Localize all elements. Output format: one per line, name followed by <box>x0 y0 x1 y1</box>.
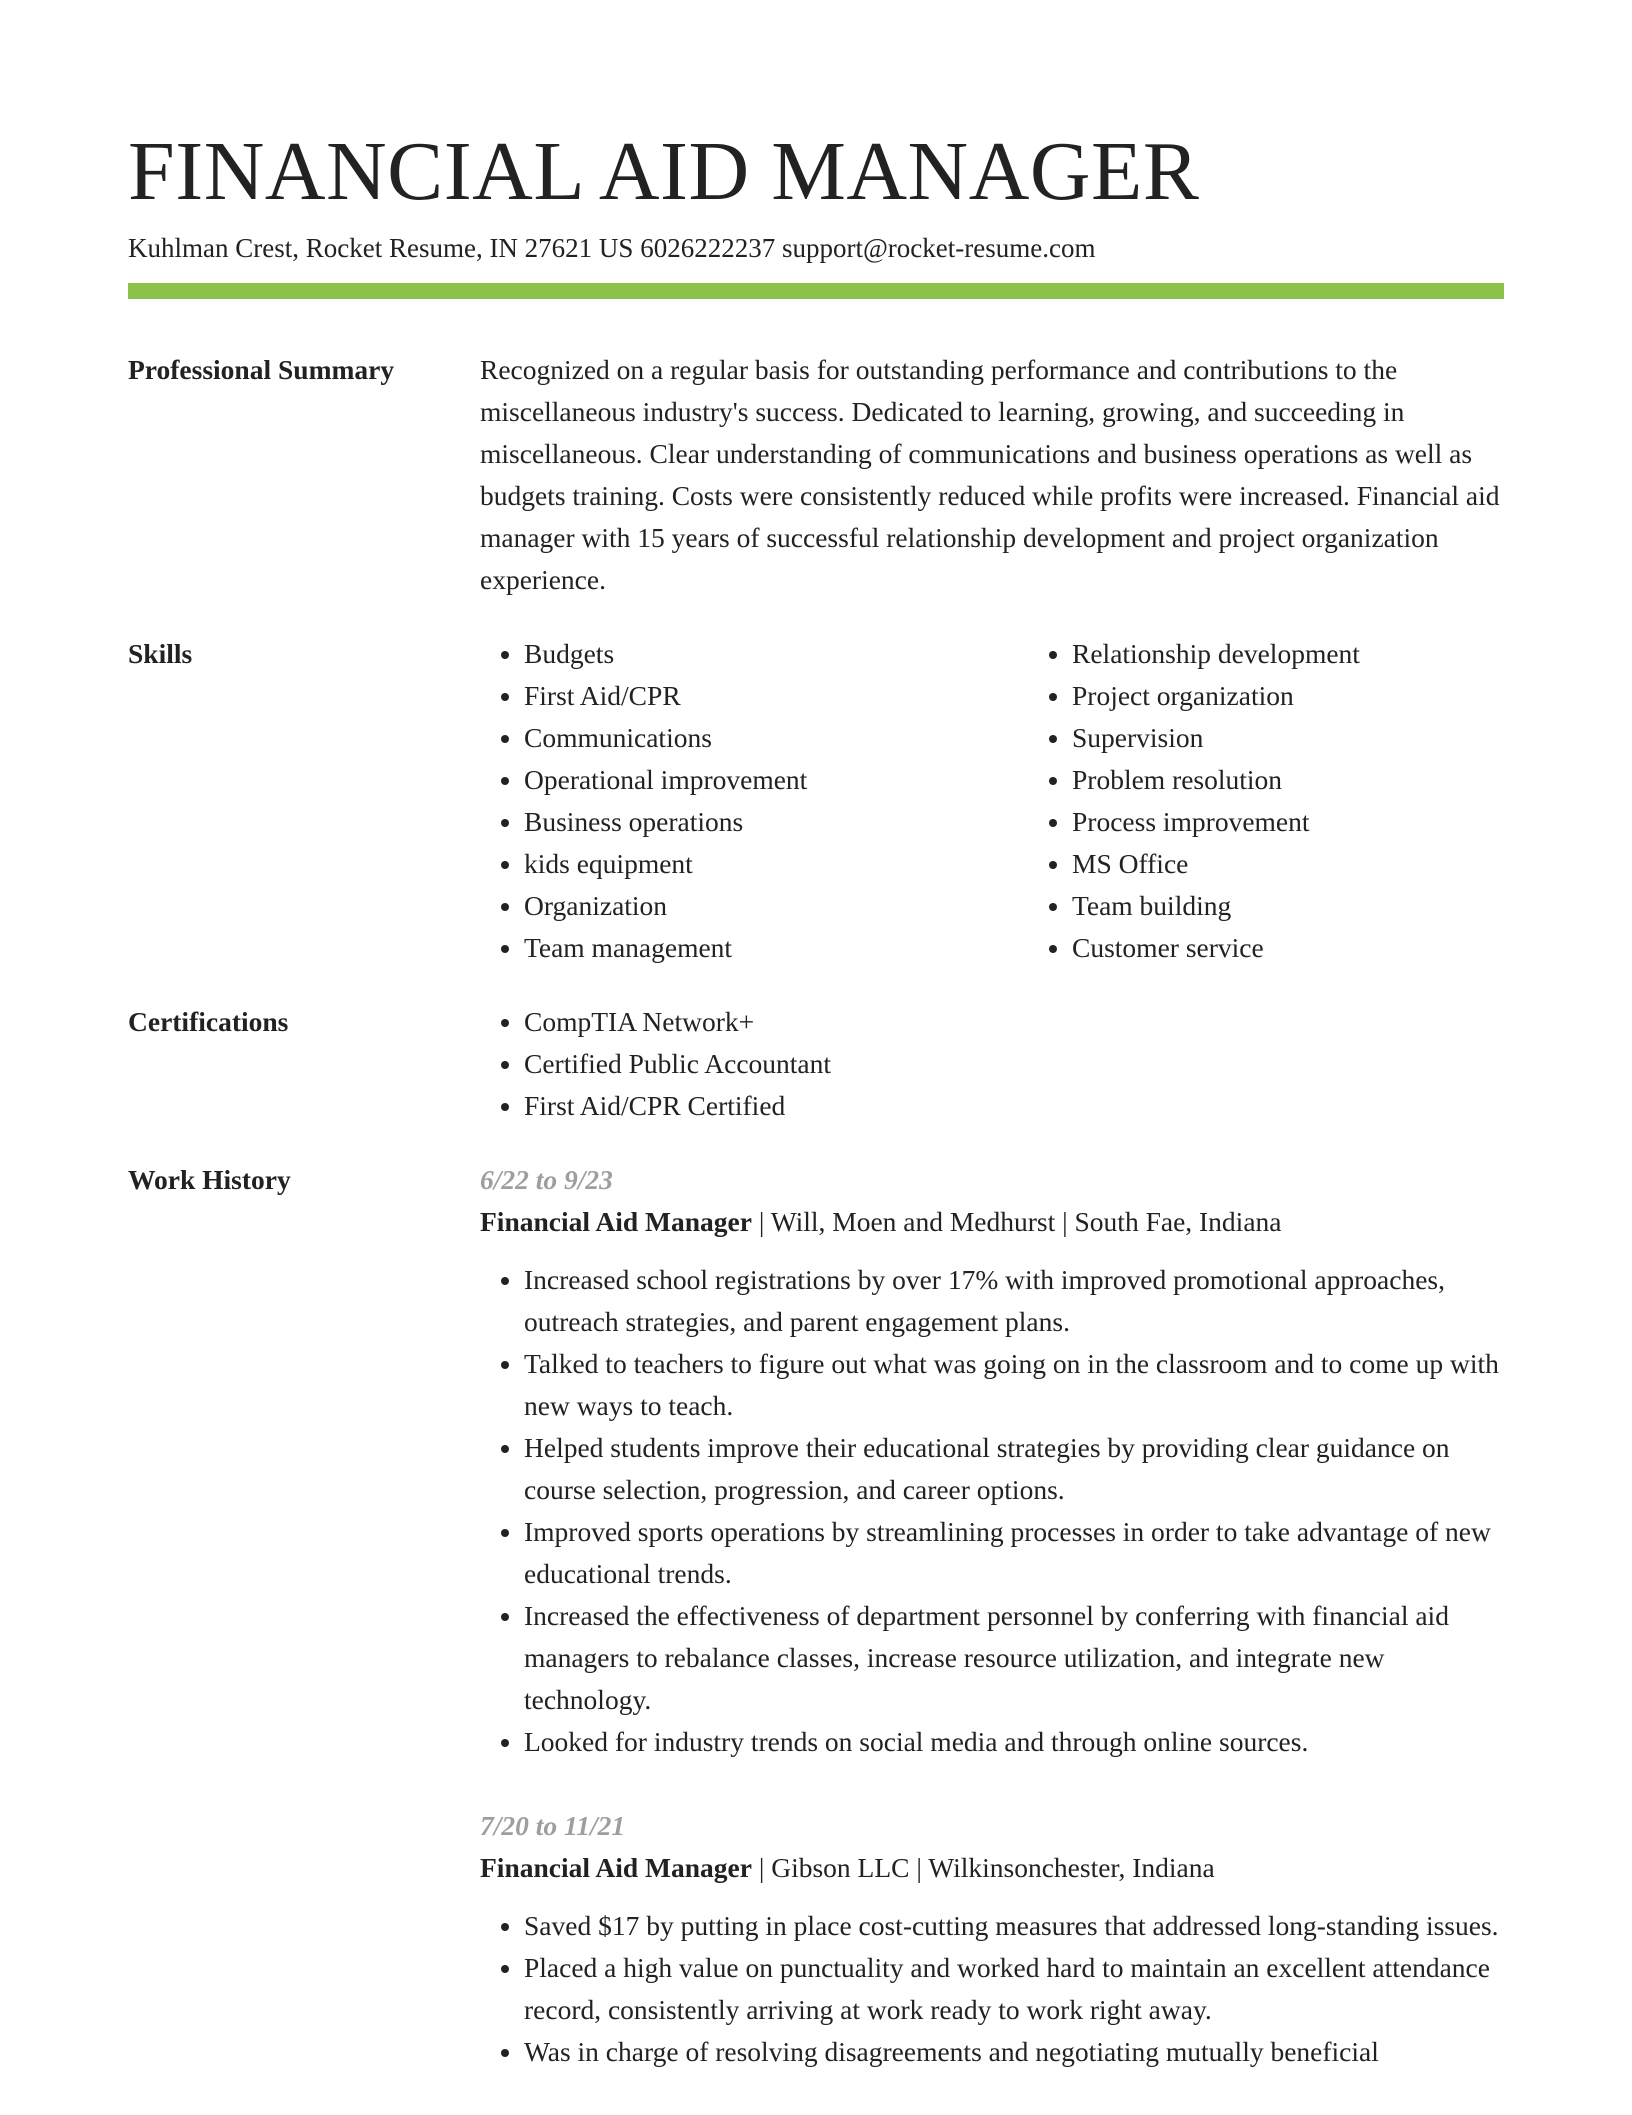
certifications-list <box>480 1001 1504 1127</box>
skill-item: • Problem resolution <box>1072 759 1576 801</box>
job-details: | Gibson LLC | Wilkinsonchester, Indiana <box>751 1852 1215 1883</box>
skill-item: • Team building <box>1072 885 1576 927</box>
skill-item: • Customer service <box>1072 927 1576 969</box>
skill-item: • Relationship development <box>1072 633 1576 675</box>
skill-item: • Project organization <box>1072 675 1576 717</box>
job-bullet: • Saved $17 by putting in place cost-cutting measures that addressed long-standing issues. <box>524 1905 1504 1947</box>
resume-page <box>128 124 1504 2115</box>
job-dates: 7/20 to 11/21 <box>480 1810 626 1841</box>
job-bullet: • Helped students improve their educational strategies by providing clear guidance on course selection, progression, and career options. <box>524 1427 1504 1511</box>
header-divider <box>128 283 1504 299</box>
job-bullet: • Increased school registrations by over 17% with improved promotional approaches, outreach strategies, and parent engagement plans. <box>524 1259 1504 1343</box>
certification-item: • First Aid/CPR Certified <box>524 1085 1504 1127</box>
job-bullet: • Looked for industry trends on social media and through online sources. <box>524 1721 1504 1763</box>
skill-item: • Organization <box>524 885 1028 927</box>
job-title-line <box>480 1847 1504 1889</box>
job-bullet: • Placed a high value on punctuality and worked hard to maintain an excellent attendance record, consistently arriving at work ready to work right away. <box>524 1947 1504 2031</box>
job-title-line <box>480 1201 1504 1243</box>
skill-item: • Process improvement <box>1072 801 1576 843</box>
section-label-work-history: Work History <box>128 1164 291 1195</box>
skill-item: • Business operations <box>524 801 1028 843</box>
job-title: Financial Aid Manager <box>480 1852 752 1883</box>
work-history-body <box>480 1159 1504 2115</box>
skill-item: • Supervision <box>1072 717 1576 759</box>
job-dates: 6/22 to 9/23 <box>480 1164 613 1195</box>
job-entry <box>480 1805 1504 2073</box>
certifications-body <box>480 1001 1504 1127</box>
skill-item: • kids equipment <box>524 843 1028 885</box>
section-label-certifications: Certifications <box>128 1006 289 1037</box>
contact-line: Kuhlman Crest, Rocket Resume, IN 27621 US 6026222237 support@rocket-resume.com <box>128 233 1096 263</box>
certification-item: • Certified Public Accountant <box>524 1043 1504 1085</box>
skills-list-right <box>1028 633 1576 969</box>
job-bullet: • Improved sports operations by streamlining processes in order to take advantage of new educational trends. <box>524 1511 1504 1595</box>
section-skills <box>128 633 1504 969</box>
job-entry <box>480 1159 1504 1763</box>
skill-item: • Budgets <box>524 633 1028 675</box>
skill-item: • First Aid/CPR <box>524 675 1028 717</box>
section-professional-summary <box>128 349 1504 601</box>
job-bullet: • Was in charge of resolving disagreements and negotiating mutually beneficial <box>524 2031 1504 2073</box>
section-work-history <box>128 1159 1504 2115</box>
section-label-skills: Skills <box>128 638 193 669</box>
skill-item: • Communications <box>524 717 1028 759</box>
skill-item: • MS Office <box>1072 843 1576 885</box>
job-bullet: • Increased the effectiveness of department personnel by conferring with financial aid managers to rebalance classes, increase resource utilization, and integrate new technology. <box>524 1595 1504 1721</box>
skill-item: • Operational improvement <box>524 759 1028 801</box>
summary-text: Recognized on a regular basis for outstanding performance and contributions to the miscellaneous industry's success. Dedicated to learning, growing, and succeeding in miscellaneous. Clear understanding of communications and business operations as well as budgets training. Costs were consistently reduced while profits were increased. Financial aid manager with 15 years of successful relationship development and project organization experience. <box>480 354 1500 595</box>
job-details: | Will, Moen and Medhurst | South Fae, Indiana <box>751 1206 1282 1237</box>
certification-item: • CompTIA Network+ <box>524 1001 1504 1043</box>
section-label-summary: Professional Summary <box>128 354 395 385</box>
job-bullets <box>480 1905 1504 2073</box>
skill-item: • Team management <box>524 927 1028 969</box>
resume-name: FINANCIAL AID MANAGER <box>128 125 1200 218</box>
skills-columns <box>480 633 1576 969</box>
skills-list-left <box>480 633 1028 969</box>
job-bullets <box>480 1259 1504 1763</box>
job-bullet: • Talked to teachers to figure out what was going on in the classroom and to come up with new ways to teach. <box>524 1343 1504 1427</box>
section-certifications <box>128 1001 1504 1127</box>
job-title: Financial Aid Manager <box>480 1206 752 1237</box>
